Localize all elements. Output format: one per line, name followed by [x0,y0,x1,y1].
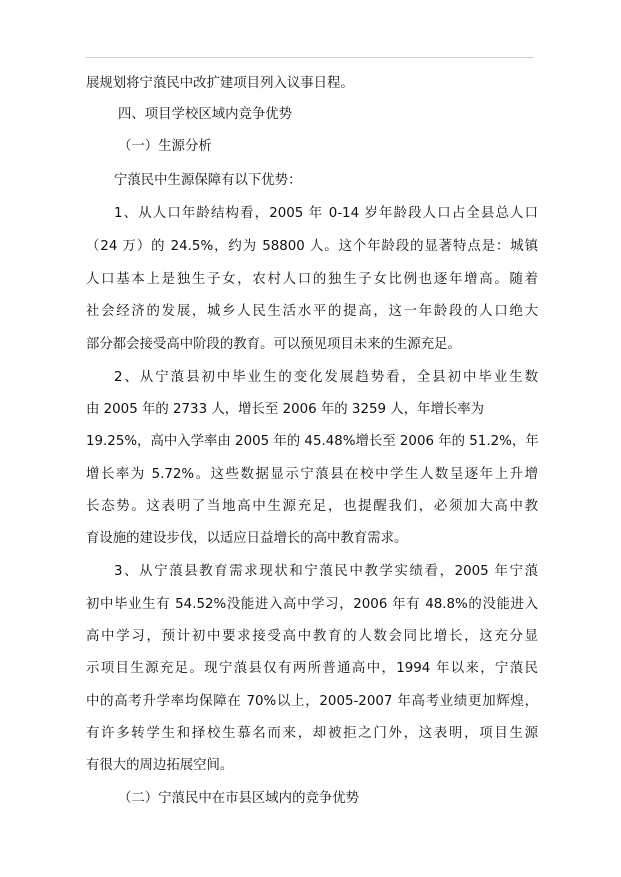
subsection-heading: （一）生源分析 [118,139,212,154]
paragraph-line: 由 2005 年的 2733 人，增长至 2006 年的 3259 人，年增长率为 [86,402,485,417]
paragraph-line: 育设施的建设步伐，以适应日益增长的高中教育需求。 [86,531,408,546]
paragraph-line: 19.25%，高中入学率由 2005 年的 45.48%增长至 2006 年的 51.2%，年 [86,434,539,449]
section-heading: 四、项目学校区域内竞争优势 [118,107,293,122]
paragraph-line: 初中毕业生有 54.52%没能进入高中学习，2006 年有 48.8%的没能进入 [86,597,538,612]
paragraph-line: 3、从宁蒗县教育需求现状和宁蒗民中教学实绩看，2005 年宁蒗 [114,564,538,579]
paragraph-line: 1、从人口年龄结构看，2005 年 0-14 岁年龄段人口占全县总人口 [114,206,538,221]
paragraph-line: 宁蒗民中生源保障有以下优势： [114,173,302,188]
paragraph-line: 有很大的周边拓展空间。 [86,758,234,773]
subsection-heading: （二）宁蒗民中在市县区域内的竞争优势 [118,791,360,806]
paragraph-line: 人口基本上是独生子女，农村人口的独生子女比例也逐年增高。随着 [86,272,538,287]
paragraph-line: 有许多转学生和择校生慕名而来，却被拒之门外，这表明，项目生源 [86,726,538,741]
paragraph-line: 中的高考升学率均保障在 70%以上，2005-2007 年高考业绩更加辉煌， [86,694,538,709]
paragraph-line: 示项目生源充足。现宁蒗县仅有两所普通高中，1994 年以来，宁蒗民 [86,661,538,676]
paragraph-line: （24 万）的 24.5%，约为 58800 人。这个年龄段的显著特点是：城镇 [86,239,538,254]
paragraph-line: 2、从宁蒗县初中毕业生的变化发展趋势看，全县初中毕业生数 [114,370,538,385]
paragraph-line: 长态势。这表明了当地高中生源充足，也提醒我们，必须加大高中教 [86,499,538,514]
paragraph-line: 部分都会接受高中阶段的教育。可以预见项目未来的生源充足。 [86,337,461,352]
header-rule [86,57,534,58]
paragraph-line: 展规划将宁蒗民中改扩建项目列入议事日程。 [86,76,354,91]
paragraph-line: 增长率为 5.72%。这些数据显示宁蒗县在校中学生人数呈逐年上升增 [86,467,538,482]
paragraph-line: 高中学习，预计初中要求接受高中教育的人数会同比增长，这充分显 [86,629,538,644]
paragraph-line: 社会经济的发展，城乡人民生活水平的提高，这一年龄段的人口绝大 [86,304,538,319]
